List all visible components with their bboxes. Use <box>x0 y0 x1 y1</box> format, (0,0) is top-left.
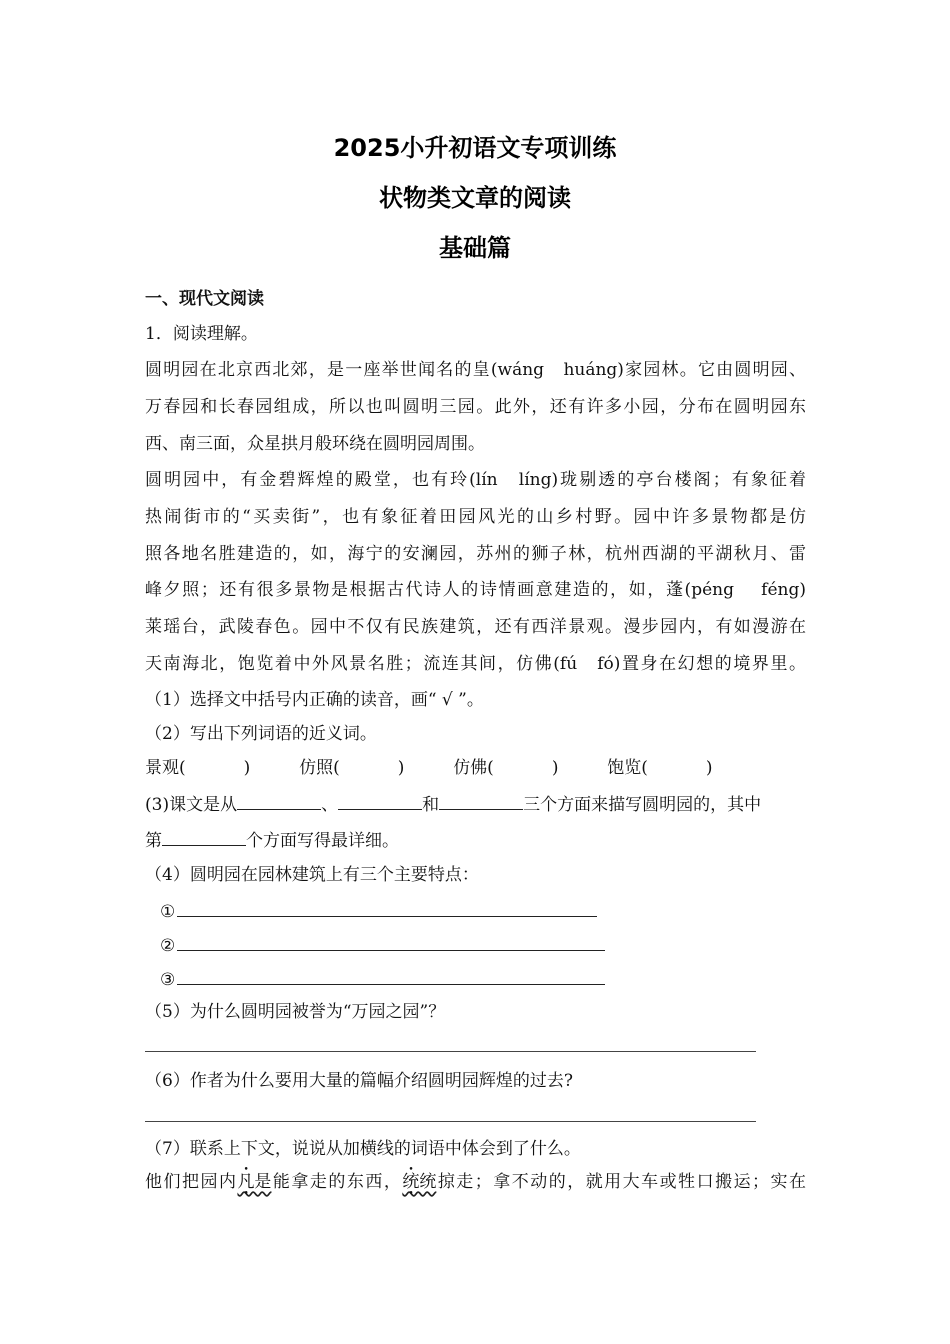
sub-question-7: （7）联系上下文，说说从加横线的词语中体会到了什么。 <box>145 1139 581 1159</box>
answer-blank[interactable] <box>162 827 246 846</box>
answer-blank[interactable] <box>439 791 523 810</box>
circled-number: ③ <box>160 970 176 990</box>
answer-line[interactable] <box>145 1051 756 1052</box>
passage-line: 圆明园中，有金碧辉煌的殿堂，也有玲(lín líng)珑剔透的亭台楼阁；有象征着 <box>145 470 806 490</box>
passage-line: 莱瑶台，武陵春色。园中不仅有民族建筑，还有西洋景观。漫步园内，有如漫游在 <box>145 617 806 637</box>
excerpt-text: 他们把园内 <box>145 1172 238 1192</box>
feature-answer-line <box>160 966 605 992</box>
q3-text: 第 <box>145 831 162 851</box>
q3-text: 、 <box>321 795 339 815</box>
synonym-row <box>145 756 713 780</box>
answer-blank[interactable] <box>177 898 597 917</box>
q3-text: 个方面写得最详细。 <box>246 831 399 851</box>
section-heading: 一、现代文阅读 <box>145 289 264 309</box>
passage-line: 西、南三面，众星拱月般环绕在圆明园周围。 <box>145 434 485 454</box>
circled-number: ① <box>160 902 176 922</box>
underlined-word: 凡是 • • <box>237 1170 271 1194</box>
passage-line: 热闹街市的“买卖街”，也有象征着田园风光的山乡村野。园中许多景物都是仿 <box>145 507 806 527</box>
document-level-title: 基础篇 <box>439 234 511 262</box>
excerpt-text: 能拿走的东西， <box>271 1172 403 1192</box>
synonym-word: 景观( <box>145 758 186 778</box>
synonym-word: 饱览( <box>607 758 648 778</box>
sub-question-3-cont <box>145 827 399 853</box>
sub-question-3 <box>145 791 761 817</box>
answer-blank[interactable] <box>177 966 605 985</box>
passage-line: 天南海北，饱览着中外风景名胜；流连其间，仿佛(fú fó)置身在幻想的境界里。 <box>145 654 806 674</box>
answer-blank[interactable] <box>237 791 321 810</box>
passage-line: 圆明园在北京西北郊，是一座举世闻名的皇(wáng huáng)家园林。它由圆明园、 <box>145 360 806 380</box>
q3-text: 和 <box>422 795 440 815</box>
feature-answer-line <box>160 932 605 958</box>
answer-line[interactable] <box>145 1121 756 1122</box>
excerpt-text: 掠走；拿不动的，就用大车或牲口搬运；实在 <box>436 1172 807 1192</box>
synonym-word: 仿佛( <box>453 758 494 778</box>
circled-number: ② <box>160 936 176 956</box>
answer-blank[interactable] <box>177 932 605 951</box>
sub-question-6: （6）作者为什么要用大量的篇幅介绍圆明园辉煌的过去? <box>145 1071 573 1091</box>
answer-blank[interactable] <box>338 791 422 810</box>
sub-question-1: （1）选择文中括号内正确的读音，画“ √ ”。 <box>145 690 484 710</box>
sub-question-5: （5）为什么圆明园被誉为“万园之园”？ <box>145 1002 446 1022</box>
q7-excerpt <box>145 1170 806 1194</box>
document-title: 2025小升初语文专项训练 <box>333 134 617 162</box>
synonym-word: 仿照( <box>299 758 340 778</box>
synonym-close: ) <box>243 758 251 778</box>
sub-question-4: （4）圆明园在园林建筑上有三个主要特点： <box>145 865 479 885</box>
q3-text: 三个方面来描写圆明园的，其中 <box>523 795 762 815</box>
passage-line: 照各地名胜建造的，如，海宁的安澜园，苏州的狮子林，杭州西湖的平湖秋月、雷 <box>145 544 806 564</box>
document-subtitle: 状物类文章的阅读 <box>379 184 571 212</box>
underlined-word: 统统 • • <box>402 1170 436 1194</box>
question-intro: 1．阅读理解。 <box>145 324 258 344</box>
passage-line: 峰夕照；还有很多景物是根据古代诗人的诗情画意建造的，如，蓬(péng féng) <box>145 580 806 600</box>
synonym-close: ) <box>705 758 713 778</box>
passage-line: 万春园和长春园组成，所以也叫圆明三园。此外，还有许多小园，分布在圆明园东 <box>145 397 806 417</box>
sub-question-2: （2）写出下列词语的近义词。 <box>145 724 377 744</box>
q3-text: (3)课文是从 <box>145 795 238 815</box>
synonym-close: ) <box>551 758 559 778</box>
synonym-close: ) <box>397 758 405 778</box>
feature-answer-line <box>160 898 597 924</box>
